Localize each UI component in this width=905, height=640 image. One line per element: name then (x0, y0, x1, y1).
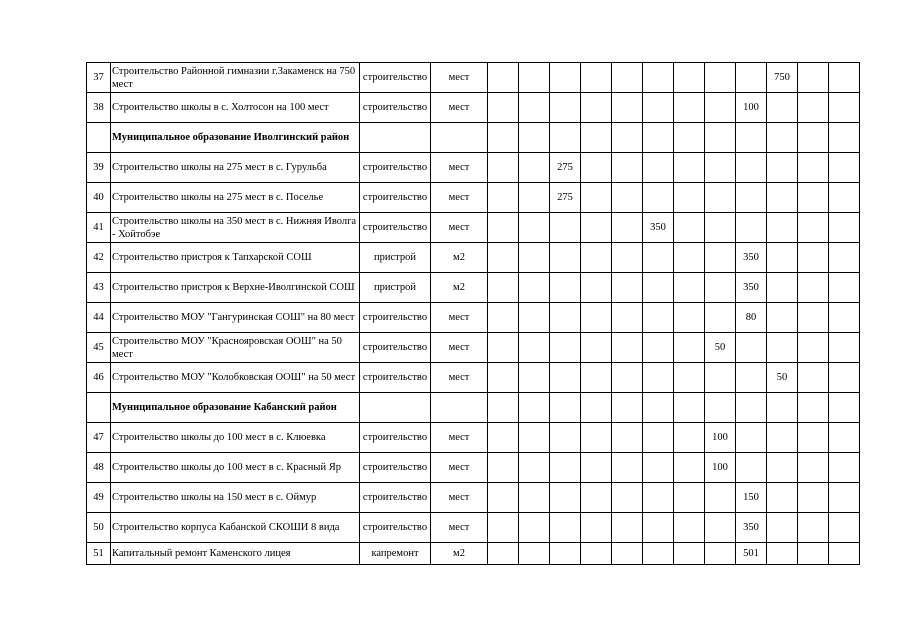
value-cell (798, 303, 829, 333)
table-row (87, 213, 860, 243)
work-type-cell: капремонт (360, 543, 431, 565)
value-cell (736, 453, 767, 483)
value-cell (798, 243, 829, 273)
value-cell (519, 423, 550, 453)
value-cell (767, 393, 798, 423)
value-cell (829, 153, 860, 183)
section-header-row (87, 123, 860, 153)
value-cell (705, 543, 736, 565)
value-cell (829, 483, 860, 513)
unit-cell: мест (431, 93, 488, 123)
value-cell (581, 303, 612, 333)
value-cell (488, 153, 519, 183)
object-name-cell: Строительство школы на 150 мест в с. Оймур (111, 483, 360, 513)
value-cell (581, 123, 612, 153)
value-cell (519, 303, 550, 333)
value-cell (674, 483, 705, 513)
value-cell (643, 393, 674, 423)
value-cell (767, 513, 798, 543)
value-cell (798, 153, 829, 183)
value-cell (705, 63, 736, 93)
value-cell (612, 123, 643, 153)
value-cell: 750 (767, 63, 798, 93)
value-cell (705, 303, 736, 333)
value-cell (767, 243, 798, 273)
value-cell (550, 93, 581, 123)
value-cell: 100 (736, 93, 767, 123)
value-cell (829, 423, 860, 453)
value-cell (519, 273, 550, 303)
object-name-cell: Строительство Районной гимназии г.Закаменск на 750 мест (111, 63, 360, 93)
object-name-cell: Строительство школы на 350 мест в с. Нижняя Иволга - Хойтобэе (111, 213, 360, 243)
value-cell (581, 213, 612, 243)
table-row (87, 543, 860, 565)
value-cell (488, 213, 519, 243)
table-row (87, 63, 860, 93)
value-cell (643, 243, 674, 273)
value-cell (643, 123, 674, 153)
value-cell (519, 513, 550, 543)
value-cell (612, 303, 643, 333)
value-cell (767, 483, 798, 513)
value-cell (736, 153, 767, 183)
value-cell (612, 273, 643, 303)
value-cell (488, 273, 519, 303)
value-cell (581, 63, 612, 93)
value-cell (674, 153, 705, 183)
value-cell (798, 453, 829, 483)
work-type-cell: строительство (360, 153, 431, 183)
value-cell (798, 483, 829, 513)
value-cell (674, 243, 705, 273)
object-name-cell: Строительство школы в с. Холтосон на 100 мест (111, 93, 360, 123)
table-row (87, 243, 860, 273)
value-cell (581, 423, 612, 453)
value-cell (550, 333, 581, 363)
value-cell (798, 363, 829, 393)
value-cell (550, 363, 581, 393)
value-cell (643, 93, 674, 123)
value-cell (829, 123, 860, 153)
unit-cell: мест (431, 183, 488, 213)
object-name-cell: Строительство пристроя к Верхне-Иволгинской СОШ (111, 273, 360, 303)
value-cell: 275 (550, 153, 581, 183)
unit-cell: м2 (431, 273, 488, 303)
value-cell (550, 63, 581, 93)
value-cell (705, 183, 736, 213)
value-cell (674, 273, 705, 303)
value-cell (612, 513, 643, 543)
value-cell (829, 543, 860, 565)
value-cell (519, 483, 550, 513)
value-cell (550, 303, 581, 333)
value-cell (767, 153, 798, 183)
value-cell (519, 363, 550, 393)
work-type-cell: строительство (360, 363, 431, 393)
row-number-cell: 37 (87, 63, 111, 93)
work-type-cell: строительство (360, 63, 431, 93)
section-title-cell: Муниципальное образование Кабанский район (111, 393, 360, 423)
value-cell (550, 423, 581, 453)
value-cell (767, 273, 798, 303)
object-name-cell: Строительство школы до 100 мест в с. Красный Яр (111, 453, 360, 483)
value-cell (798, 63, 829, 93)
value-cell (705, 153, 736, 183)
table-row (87, 483, 860, 513)
value-cell (519, 543, 550, 565)
section-title-cell: Муниципальное образование Иволгинский район (111, 123, 360, 153)
row-number-cell (87, 123, 111, 153)
value-cell (519, 333, 550, 363)
value-cell (488, 453, 519, 483)
value-cell (829, 393, 860, 423)
value-cell (674, 423, 705, 453)
value-cell (674, 333, 705, 363)
value-cell (829, 93, 860, 123)
value-cell (767, 453, 798, 483)
value-cell (798, 393, 829, 423)
value-cell (829, 303, 860, 333)
value-cell (519, 453, 550, 483)
value-cell (550, 243, 581, 273)
value-cell (674, 543, 705, 565)
unit-cell: м2 (431, 543, 488, 565)
value-cell (550, 483, 581, 513)
value-cell (736, 183, 767, 213)
work-type-cell (360, 393, 431, 423)
value-cell (612, 153, 643, 183)
section-header-row (87, 393, 860, 423)
value-cell (674, 303, 705, 333)
value-cell (829, 63, 860, 93)
value-cell (612, 363, 643, 393)
value-cell (829, 273, 860, 303)
value-cell (488, 423, 519, 453)
value-cell: 350 (736, 513, 767, 543)
value-cell: 350 (643, 213, 674, 243)
value-cell (674, 93, 705, 123)
value-cell (643, 273, 674, 303)
object-name-cell: Капитальный ремонт Каменского лицея (111, 543, 360, 565)
value-cell: 100 (705, 423, 736, 453)
value-cell (581, 483, 612, 513)
value-cell (643, 453, 674, 483)
table-row (87, 273, 860, 303)
table-row (87, 333, 860, 363)
value-cell (519, 243, 550, 273)
object-name-cell: Строительство МОУ "Колобковская ООШ" на 50 мест (111, 363, 360, 393)
unit-cell (431, 123, 488, 153)
row-number-cell: 48 (87, 453, 111, 483)
value-cell (519, 153, 550, 183)
value-cell (674, 213, 705, 243)
unit-cell: мест (431, 63, 488, 93)
value-cell (829, 333, 860, 363)
value-cell (550, 393, 581, 423)
value-cell (736, 423, 767, 453)
value-cell (767, 183, 798, 213)
value-cell (488, 393, 519, 423)
value-cell (550, 213, 581, 243)
unit-cell: мест (431, 423, 488, 453)
row-number-cell: 42 (87, 243, 111, 273)
row-number-cell: 41 (87, 213, 111, 243)
unit-cell: мест (431, 303, 488, 333)
value-cell (798, 513, 829, 543)
object-name-cell: Строительство пристроя к Тапхарской СОШ (111, 243, 360, 273)
value-cell: 50 (767, 363, 798, 393)
value-cell (736, 213, 767, 243)
value-cell (705, 513, 736, 543)
table-row (87, 303, 860, 333)
value-cell (581, 273, 612, 303)
value-cell (829, 363, 860, 393)
value-cell (674, 363, 705, 393)
value-cell (519, 123, 550, 153)
value-cell (643, 483, 674, 513)
value-cell: 350 (736, 243, 767, 273)
value-cell (612, 63, 643, 93)
value-cell (488, 63, 519, 93)
value-cell (798, 183, 829, 213)
value-cell (581, 513, 612, 543)
value-cell (581, 93, 612, 123)
value-cell (736, 333, 767, 363)
value-cell (488, 513, 519, 543)
value-cell (829, 513, 860, 543)
value-cell (612, 93, 643, 123)
unit-cell (431, 393, 488, 423)
value-cell (612, 543, 643, 565)
value-cell (488, 303, 519, 333)
value-cell (612, 393, 643, 423)
value-cell (705, 393, 736, 423)
value-cell (488, 123, 519, 153)
table-row (87, 513, 860, 543)
value-cell (581, 543, 612, 565)
value-cell (829, 213, 860, 243)
value-cell (581, 393, 612, 423)
row-number-cell: 40 (87, 183, 111, 213)
value-cell (643, 513, 674, 543)
value-cell (767, 93, 798, 123)
value-cell (705, 273, 736, 303)
value-cell: 100 (705, 453, 736, 483)
value-cell (612, 213, 643, 243)
value-cell (581, 333, 612, 363)
value-cell (767, 543, 798, 565)
value-cell (488, 93, 519, 123)
value-cell (550, 273, 581, 303)
value-cell (705, 123, 736, 153)
value-cell (581, 453, 612, 483)
value-cell: 275 (550, 183, 581, 213)
row-number-cell: 47 (87, 423, 111, 453)
value-cell (798, 333, 829, 363)
value-cell (829, 453, 860, 483)
value-cell (488, 333, 519, 363)
value-cell (705, 213, 736, 243)
table-row (87, 363, 860, 393)
value-cell (767, 333, 798, 363)
row-number-cell (87, 393, 111, 423)
work-type-cell: строительство (360, 213, 431, 243)
value-cell (550, 453, 581, 483)
row-number-cell: 45 (87, 333, 111, 363)
value-cell (488, 243, 519, 273)
value-cell: 80 (736, 303, 767, 333)
value-cell: 501 (736, 543, 767, 565)
unit-cell: мест (431, 363, 488, 393)
object-name-cell: Строительство МОУ "Краснояровская ООШ" на 50 мест (111, 333, 360, 363)
value-cell (488, 363, 519, 393)
value-cell (550, 513, 581, 543)
value-cell (581, 363, 612, 393)
value-cell (643, 303, 674, 333)
value-cell (674, 183, 705, 213)
unit-cell: мест (431, 453, 488, 483)
value-cell (581, 153, 612, 183)
work-type-cell: строительство (360, 423, 431, 453)
value-cell (550, 543, 581, 565)
value-cell (767, 423, 798, 453)
unit-cell: мест (431, 483, 488, 513)
value-cell (612, 483, 643, 513)
value-cell (674, 453, 705, 483)
value-cell (612, 423, 643, 453)
value-cell (488, 483, 519, 513)
object-name-cell: Строительство школы на 275 мест в с. Поселье (111, 183, 360, 213)
work-type-cell: строительство (360, 483, 431, 513)
value-cell (767, 303, 798, 333)
value-cell (798, 93, 829, 123)
object-name-cell: Строительство школы до 100 мест в с. Клюевка (111, 423, 360, 453)
work-type-cell: пристрой (360, 243, 431, 273)
value-cell (674, 513, 705, 543)
row-number-cell: 49 (87, 483, 111, 513)
construction-plan-table (86, 62, 860, 565)
value-cell (581, 243, 612, 273)
value-cell (798, 423, 829, 453)
table-row (87, 453, 860, 483)
value-cell (643, 423, 674, 453)
work-type-cell: строительство (360, 333, 431, 363)
row-number-cell: 39 (87, 153, 111, 183)
value-cell (612, 183, 643, 213)
work-type-cell: строительство (360, 513, 431, 543)
value-cell (798, 213, 829, 243)
value-cell (612, 453, 643, 483)
value-cell (736, 393, 767, 423)
value-cell (736, 63, 767, 93)
value-cell (488, 183, 519, 213)
value-cell (705, 363, 736, 393)
value-cell (643, 333, 674, 363)
value-cell (643, 183, 674, 213)
value-cell: 350 (736, 273, 767, 303)
row-number-cell: 43 (87, 273, 111, 303)
table-row (87, 423, 860, 453)
row-number-cell: 46 (87, 363, 111, 393)
value-cell (705, 93, 736, 123)
value-cell (519, 63, 550, 93)
value-cell (736, 123, 767, 153)
work-type-cell: строительство (360, 453, 431, 483)
value-cell (798, 273, 829, 303)
work-type-cell: пристрой (360, 273, 431, 303)
work-type-cell: строительство (360, 93, 431, 123)
value-cell (829, 243, 860, 273)
value-cell (519, 183, 550, 213)
unit-cell: м2 (431, 243, 488, 273)
value-cell (643, 363, 674, 393)
value-cell (643, 153, 674, 183)
row-number-cell: 44 (87, 303, 111, 333)
value-cell (581, 183, 612, 213)
value-cell (612, 243, 643, 273)
value-cell (674, 393, 705, 423)
value-cell (674, 123, 705, 153)
unit-cell: мест (431, 333, 488, 363)
value-cell (674, 63, 705, 93)
unit-cell: мест (431, 153, 488, 183)
unit-cell: мест (431, 513, 488, 543)
value-cell (550, 123, 581, 153)
value-cell (705, 483, 736, 513)
unit-cell: мест (431, 213, 488, 243)
value-cell (519, 213, 550, 243)
value-cell (488, 543, 519, 565)
value-cell (705, 243, 736, 273)
table-row (87, 153, 860, 183)
row-number-cell: 50 (87, 513, 111, 543)
value-cell (798, 543, 829, 565)
object-name-cell: Строительство школы на 275 мест в с. Гурульба (111, 153, 360, 183)
row-number-cell: 38 (87, 93, 111, 123)
work-type-cell: строительство (360, 303, 431, 333)
row-number-cell: 51 (87, 543, 111, 565)
value-cell (829, 183, 860, 213)
value-cell (736, 363, 767, 393)
value-cell (519, 93, 550, 123)
value-cell (643, 543, 674, 565)
value-cell (798, 123, 829, 153)
table-row (87, 93, 860, 123)
object-name-cell: Строительство корпуса Кабанской СКОШИ 8 вида (111, 513, 360, 543)
value-cell (767, 123, 798, 153)
value-cell (767, 213, 798, 243)
value-cell: 50 (705, 333, 736, 363)
value-cell (612, 333, 643, 363)
value-cell: 150 (736, 483, 767, 513)
work-type-cell (360, 123, 431, 153)
value-cell (643, 63, 674, 93)
work-type-cell: строительство (360, 183, 431, 213)
table-row (87, 183, 860, 213)
object-name-cell: Строительство МОУ "Гангуринская СОШ" на 80 мест (111, 303, 360, 333)
value-cell (519, 393, 550, 423)
